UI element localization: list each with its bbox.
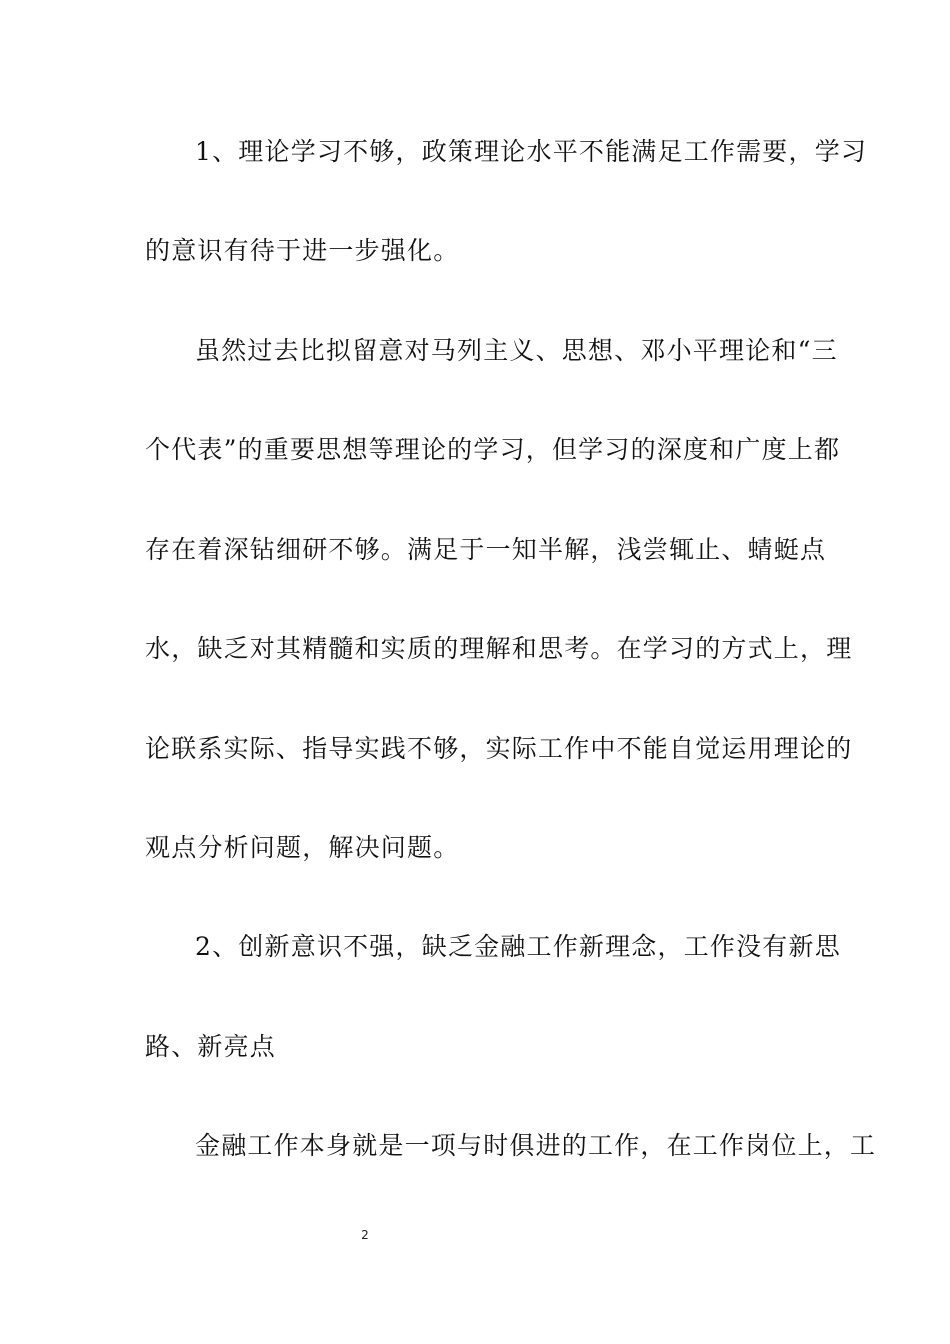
paragraph-2-line-1: 虽然过去比拟留意对马列主义、思想、邓小平理论和“三: [195, 336, 838, 365]
paragraph-3-line-2: 路、新亮点: [145, 1032, 277, 1061]
paragraph-1-line-2: 的意识有待于进一步强化。: [145, 236, 460, 265]
paragraph-1-line-1: 1、理论学习不够，政策理论水平不能满足工作需要，学习: [195, 137, 868, 166]
paragraph-2-line-4: 水，缺乏对其精髓和实质的理解和思考。在学习的方式上，理: [145, 634, 853, 663]
paragraph-3-line-1: 2、创新意识不强，缺乏金融工作新理念，工作没有新思: [195, 932, 841, 961]
page-number: 2: [361, 1228, 369, 1242]
paragraph-2-line-3: 存在着深钻细研不够。满足于一知半解，浅尝辄止、蜻蜓点: [145, 535, 827, 564]
paragraph-2-line-6: 观点分析问题，解决问题。: [145, 833, 460, 862]
paragraph-2-line-2: 个代表”的重要思想等理论的学习，但学习的深度和广度上都: [145, 435, 841, 464]
paragraph-4-line-1: 金融工作本身就是一项与时俱进的工作，在工作岗位上，工: [195, 1131, 877, 1160]
paragraph-2-line-5: 论联系实际、指导实践不够，实际工作中不能自觉运用理论的: [145, 734, 853, 763]
